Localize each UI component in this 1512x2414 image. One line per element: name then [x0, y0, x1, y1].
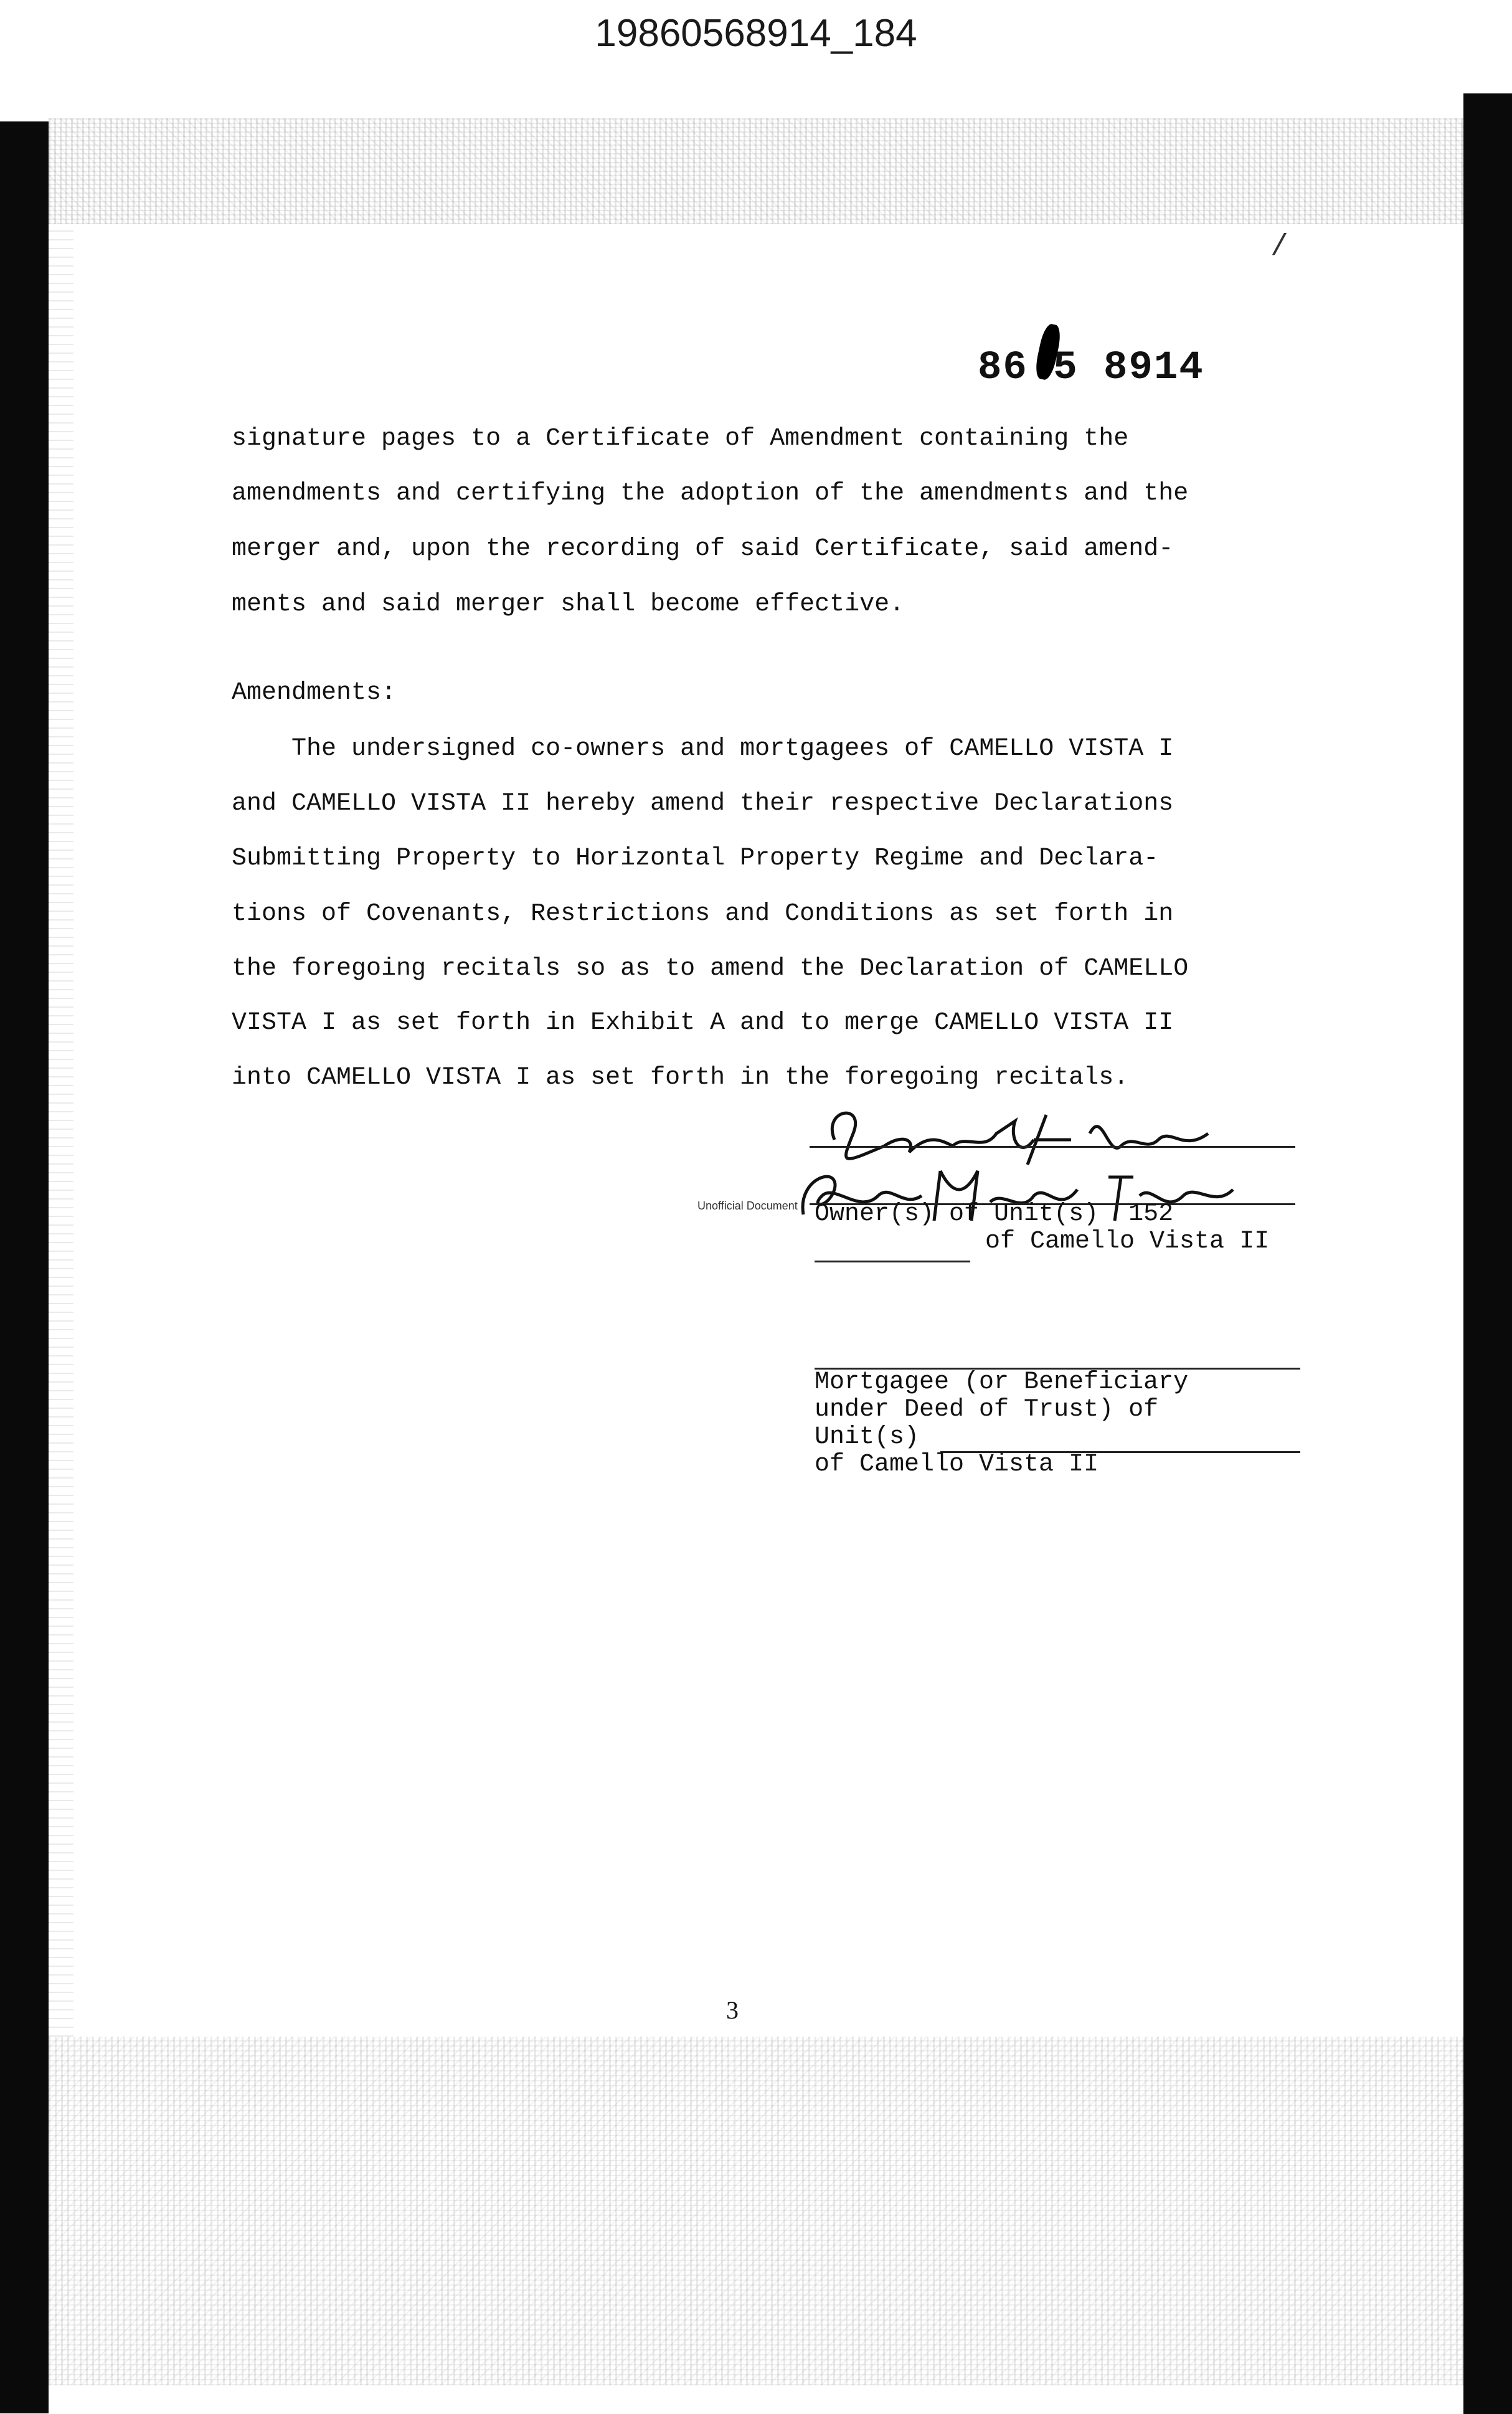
- paragraph-2-line: The undersigned co-owners and mortgagees of CAMELLO VISTA I: [232, 735, 1174, 763]
- scan-noise-bottom: [49, 2037, 1463, 2385]
- paragraph-2-line: Submitting Property to Horizontal Property Regime and Declara-: [232, 845, 1159, 873]
- paragraph-2-line: into CAMELLO VISTA I as set forth in the foregoing recitals.: [232, 1064, 1129, 1092]
- paragraph-1-line: amendments and certifying the adoption of the amendments and the: [232, 480, 1189, 508]
- scan-border-left: [0, 121, 49, 2413]
- owner-unit-line: Owner(s) of Unit(s) 152: [815, 1200, 1174, 1228]
- recording-number: 86 5 8914: [978, 346, 1204, 391]
- scan-noise-top: [49, 118, 1463, 224]
- scan-border-right: [1463, 93, 1512, 2414]
- handwritten-mark-icon: /: [1270, 230, 1288, 264]
- paragraph-1-line: signature pages to a Certificate of Amendment containing the: [232, 425, 1129, 453]
- scan-noise-left: [49, 224, 73, 2037]
- unit-blank-line: [815, 1261, 970, 1262]
- page-number: 3: [726, 1996, 739, 2024]
- signature-line: [810, 1146, 1295, 1148]
- paragraph-2-line: the foregoing recitals so as to amend the Declaration of CAMELLO: [232, 955, 1189, 983]
- owner-vista-line: of Camello Vista II: [985, 1228, 1270, 1256]
- mortgagee-line: Unit(s): [815, 1423, 920, 1451]
- mortgagee-line: of Camello Vista II: [815, 1451, 1099, 1479]
- paragraph-2-line: tions of Covenants, Restrictions and Conditions as set forth in: [232, 900, 1174, 928]
- amendments-heading: Amendments:: [232, 679, 397, 707]
- mortgagee-line: under Deed of Trust) of: [815, 1396, 1159, 1424]
- paragraph-1-line: ments and said merger shall become effective.: [232, 590, 905, 618]
- unofficial-document-label: Unofficial Document: [697, 1200, 798, 1212]
- paragraph-2-line: VISTA I as set forth in Exhibit A and to merge CAMELLO VISTA II: [232, 1009, 1174, 1037]
- paragraph-1-line: merger and, upon the recording of said Certificate, said amend-: [232, 535, 1174, 563]
- mortgagee-line: Mortgagee (or Beneficiary: [815, 1368, 1189, 1396]
- paragraph-2-line: and CAMELLO VISTA II hereby amend their respective Declarations: [232, 790, 1174, 818]
- document-id: 19860568914_184: [595, 12, 917, 55]
